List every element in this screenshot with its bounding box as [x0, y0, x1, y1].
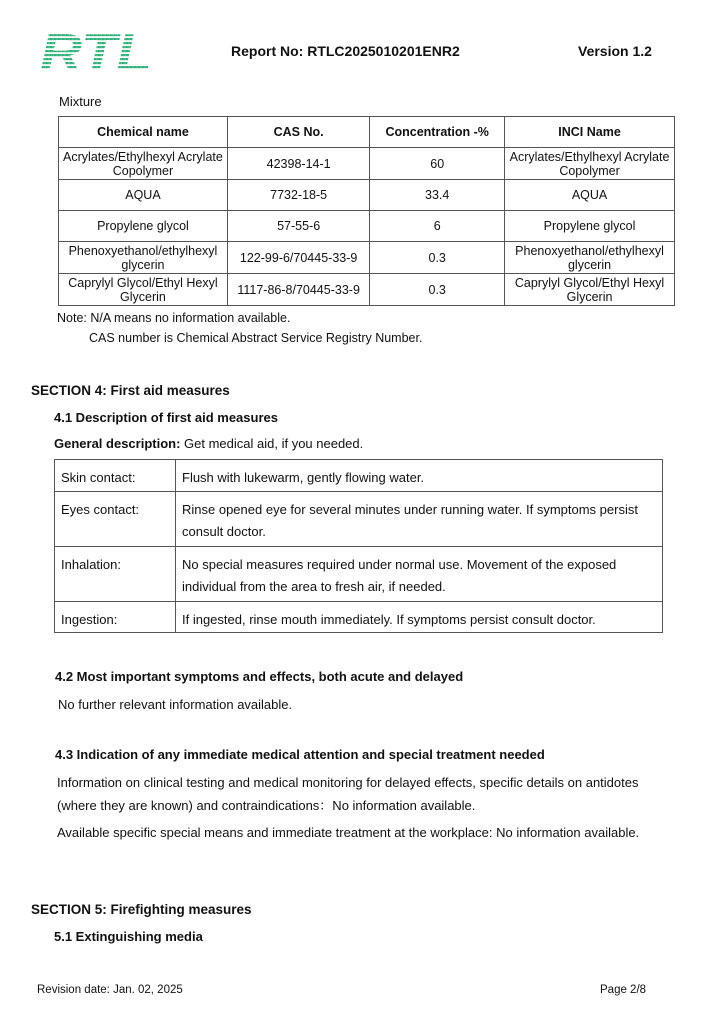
rtl-logo: [38, 26, 156, 74]
section-4-3-title: 4.3 Indication of any immediate medical attention and special treatment needed: [55, 747, 545, 762]
general-description: [54, 432, 363, 455]
table-cell: Propylene glycol: [59, 211, 228, 242]
table-row: [55, 547, 663, 602]
note-na: Note: N/A means no information available.: [57, 311, 291, 325]
section-4-1-title: 4.1 Description of first aid measures: [54, 410, 278, 425]
column-header: INCI Name: [505, 117, 675, 148]
table-cell: Phenoxyethanol/ethylhexyl glycerin: [505, 242, 675, 274]
column-header: CAS No.: [227, 117, 369, 148]
section-4-2-text: No further relevant information available.: [58, 697, 293, 712]
table-cell: Acrylates/Ethylhexyl Acrylate Copolymer: [505, 148, 675, 180]
table-row: [55, 492, 663, 547]
svg-text:RTL: RTL: [40, 26, 152, 74]
table-cell: Skin contact:: [55, 460, 176, 492]
table-cell: 0.3: [370, 242, 505, 274]
table-cell: AQUA: [59, 180, 228, 211]
table-cell: AQUA: [505, 180, 675, 211]
report-number: Report No: RTLC2025010201ENR2: [231, 43, 460, 59]
section-4-title: SECTION 4: First aid measures: [31, 383, 230, 398]
table-row: [55, 460, 663, 492]
table-cell: 122-99-6/70445-33-9: [227, 242, 369, 274]
column-header: Concentration -%: [370, 117, 505, 148]
note-cas: CAS number is Chemical Abstract Service Registry Number.: [89, 331, 423, 345]
mixture-label: Mixture: [59, 94, 102, 109]
table-cell: Ingestion:: [55, 602, 176, 633]
table-cell: 57-55-6: [227, 211, 369, 242]
general-description-label: General description:: [54, 436, 181, 451]
table-row: [59, 274, 675, 306]
column-header: Chemical name: [59, 117, 228, 148]
version: Version 1.2: [578, 43, 652, 59]
table-cell: 6: [370, 211, 505, 242]
table-row: [55, 602, 663, 633]
table-cell: Caprylyl Glycol/Ethyl Hexyl Glycerin: [59, 274, 228, 306]
table-row: [59, 242, 675, 274]
table-cell: 42398-14-1: [227, 148, 369, 180]
table-cell: Flush with lukewarm, gently flowing water.: [176, 460, 663, 492]
section-4-3-text-2: Available specific special means and immediate treatment at the workplace: No information available.: [57, 825, 640, 840]
revision-date: Revision date: Jan. 02, 2025: [37, 984, 183, 996]
table-cell: If ingested, rinse mouth immediately. If symptoms persist consult doctor.: [176, 602, 663, 633]
table-cell: Caprylyl Glycol/Ethyl Hexyl Glycerin: [505, 274, 675, 306]
table-cell: 0.3: [370, 274, 505, 306]
section-4-3-text-1: Information on clinical testing and medical monitoring for delayed effects, specific details on antidotes (where they are known) and contraindications：No information available.: [57, 775, 639, 813]
section-5-title: SECTION 5: Firefighting measures: [31, 902, 252, 917]
table-cell: Inhalation:: [55, 547, 176, 602]
mixture-table: [58, 116, 675, 306]
general-description-text: Get medical aid, if you needed.: [180, 436, 364, 451]
table-cell: Acrylates/Ethylhexyl Acrylate Copolymer: [59, 148, 228, 180]
table-cell: 1117-86-8/70445-33-9: [227, 274, 369, 306]
table-cell: No special measures required under normal use. Movement of the exposed individual from the area to fresh air, if needed.: [176, 547, 663, 602]
page-number: Page 2/8: [600, 984, 647, 996]
table-row: [59, 148, 675, 180]
table-cell: Propylene glycol: [505, 211, 675, 242]
table-row: [59, 180, 675, 211]
table-cell: 60: [370, 148, 505, 180]
table-cell: 7732-18-5: [227, 180, 369, 211]
table-cell: Eyes contact:: [55, 492, 176, 547]
section-4-2-title: 4.2 Most important symptoms and effects, both acute and delayed: [55, 669, 464, 684]
table-row: [59, 211, 675, 242]
table-cell: 33.4: [370, 180, 505, 211]
table-cell: Rinse opened eye for several minutes under running water. If symptoms persist consult doctor.: [176, 492, 663, 547]
table-cell: Phenoxyethanol/ethylhexyl glycerin: [59, 242, 228, 274]
section-5-1-title: 5.1 Extinguishing media: [54, 929, 203, 944]
first-aid-table: [54, 459, 663, 633]
